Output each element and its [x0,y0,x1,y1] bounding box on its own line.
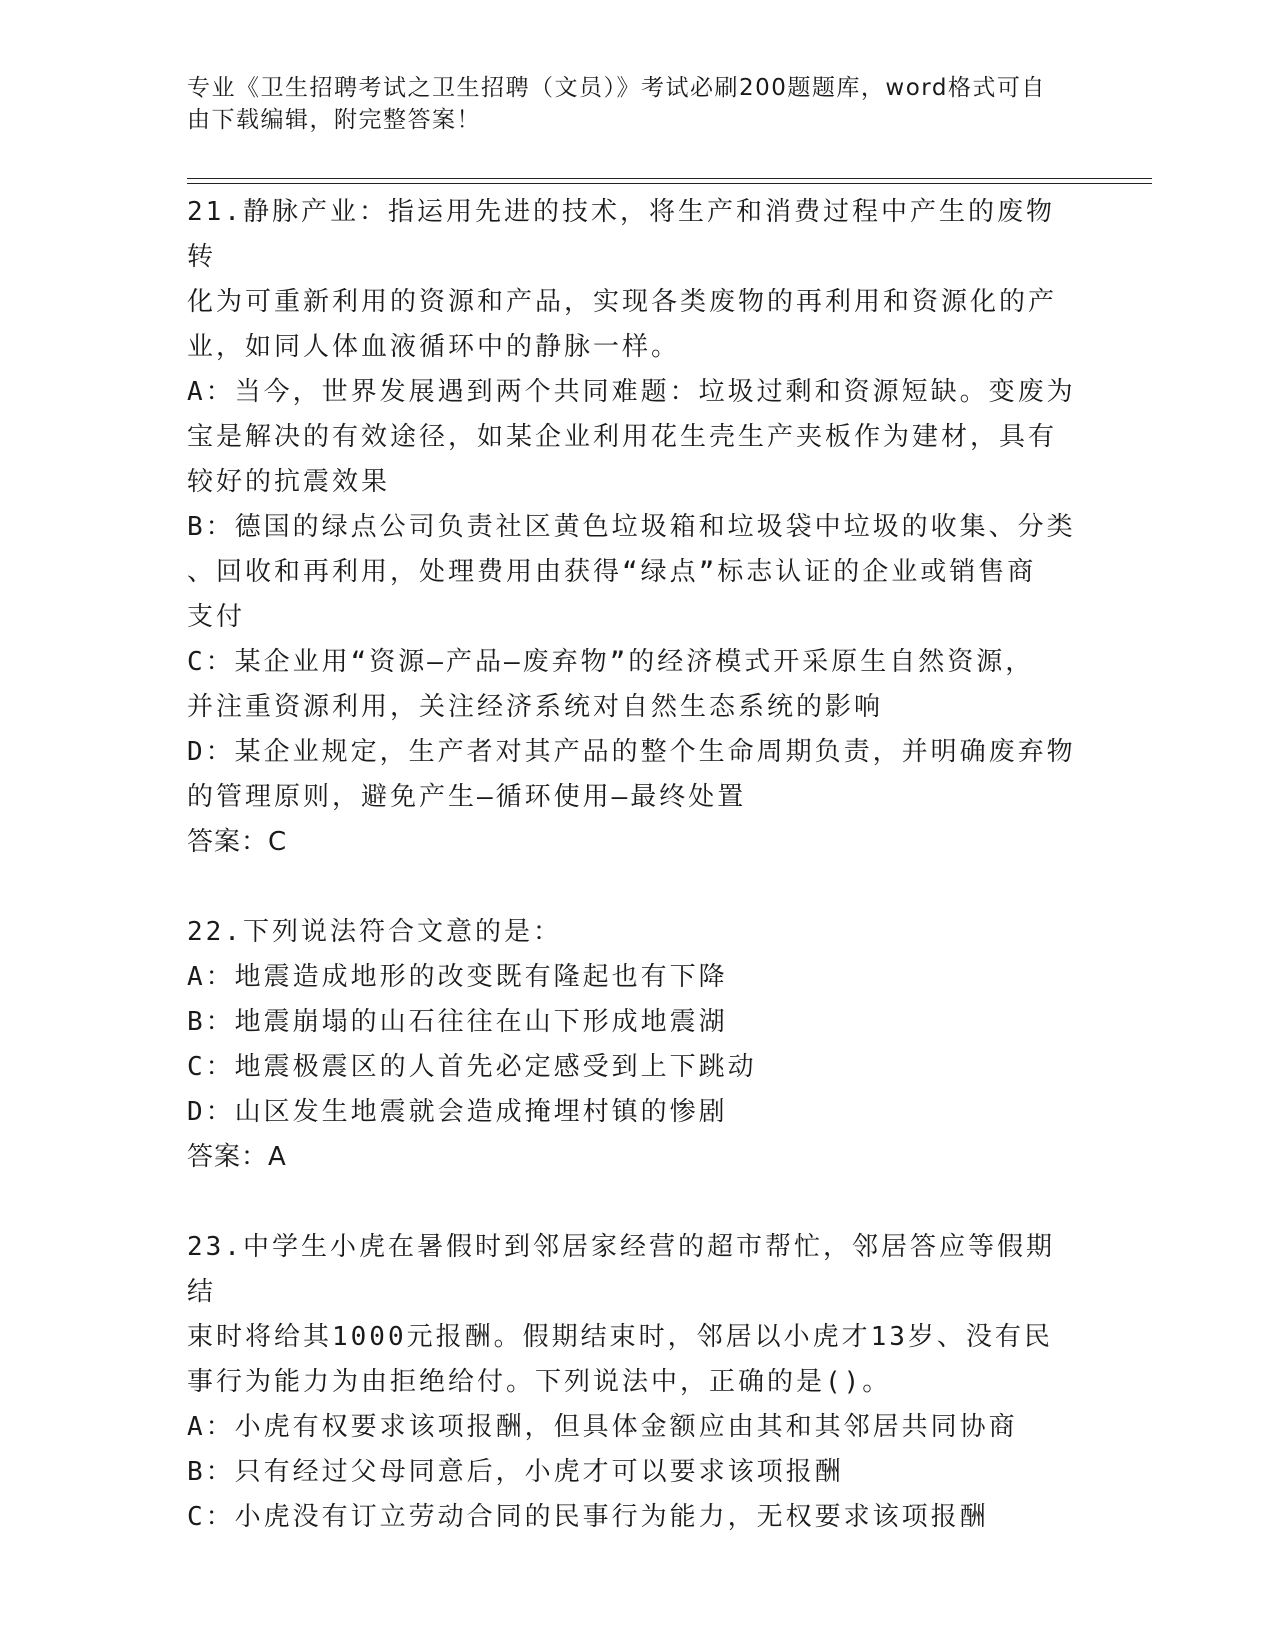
question-22-option-d: D：山区发生地震就会造成掩埋村镇的惨剧 [187,1097,728,1127]
question-21-option-c-line-1: C：某企业用“资源—产品—废弃物”的经济模式开采原生自然资源， [187,647,1035,677]
spacer [187,1180,1077,1225]
question-22-option-a: A：地震造成地形的改变既有隆起也有下降 [187,962,728,992]
question-21-option-a-line-3: 较好的抗震效果 [187,467,391,497]
question-22-option-b: B：地震崩塌的山石往往在山下形成地震湖 [187,1007,728,1037]
question-22-stem-line-1: 22.下列说法符合文意的是： [187,917,562,947]
question-21-stem-line-1: 21.静脉产业：指运用先进的技术，将生产和消费过程中产生的废物转 [187,197,1055,272]
question-21-stem-line-2: 化为可重新利用的资源和产品，实现各类废物的再利用和资源化的产 [187,287,1058,317]
question-23-stem-line-2: 束时将给其1000元报酬。假期结束时，邻居以小虎才13岁、没有民 [187,1322,1053,1352]
header-divider-top [187,178,1152,179]
question-21 [187,190,1077,865]
question-22-answer: 答案：A [187,1142,287,1172]
header-line-2: 由下载编辑，附完整答案！ [187,107,481,133]
spacer [187,865,1077,910]
question-23-stem-line-1: 23.中学生小虎在暑假时到邻居家经营的超市帮忙，邻居答应等假期结 [187,1232,1055,1307]
question-23 [187,1225,1077,1540]
question-23-option-a: A：小虎有权要求该项报酬，但具体金额应由其和其邻居共同协商 [187,1412,1018,1442]
question-22 [187,910,1077,1180]
question-21-option-b-line-1: B：德国的绿点公司负责社区黄色垃圾箱和垃圾袋中垃圾的收集、分类 [187,512,1076,542]
question-22-option-c: C：地震极震区的人首先必定感受到上下跳动 [187,1052,757,1082]
question-21-option-b-line-3: 支付 [187,602,246,632]
header-line-1: 专业《卫生招聘考试之卫生招聘（文员）》考试必刷200题题库，word格式可自 [187,75,1046,101]
question-21-option-d-line-2: 的管理原则，避免产生—循环使用—最终处置 [187,782,747,812]
question-21-answer: 答案：C [187,827,288,857]
question-23-option-b: B：只有经过父母同意后，小虎才可以要求该项报酬 [187,1457,844,1487]
question-21-stem-line-3: 业，如同人体血液循环中的静脉一样。 [187,332,681,362]
question-21-option-b-line-2: 、回收和再利用，处理费用由获得“绿点”标志认证的企业或销售商 [187,557,1037,587]
question-23-stem-line-3: 事行为能力为由拒绝给付。下列说法中，正确的是()。 [187,1367,892,1397]
question-list [187,190,1077,1540]
document-header [187,72,1067,136]
question-21-option-c-line-2: 并注重资源利用，关注经济系统对自然生态系统的影响 [187,692,884,722]
question-21-option-a-line-1: A：当今，世界发展遇到两个共同难题：垃圾过剩和资源短缺。变废为 [187,377,1076,407]
question-23-option-c: C：小虎没有订立劳动合同的民事行为能力，无权要求该项报酬 [187,1502,989,1532]
question-21-option-a-line-2: 宝是解决的有效途径，如某企业利用花生壳生产夹板作为建材，具有 [187,422,1058,452]
question-21-option-d-line-1: D：某企业规定，生产者对其产品的整个生命周期负责，并明确废弃物 [187,737,1076,767]
header-divider-bottom [187,183,1152,184]
